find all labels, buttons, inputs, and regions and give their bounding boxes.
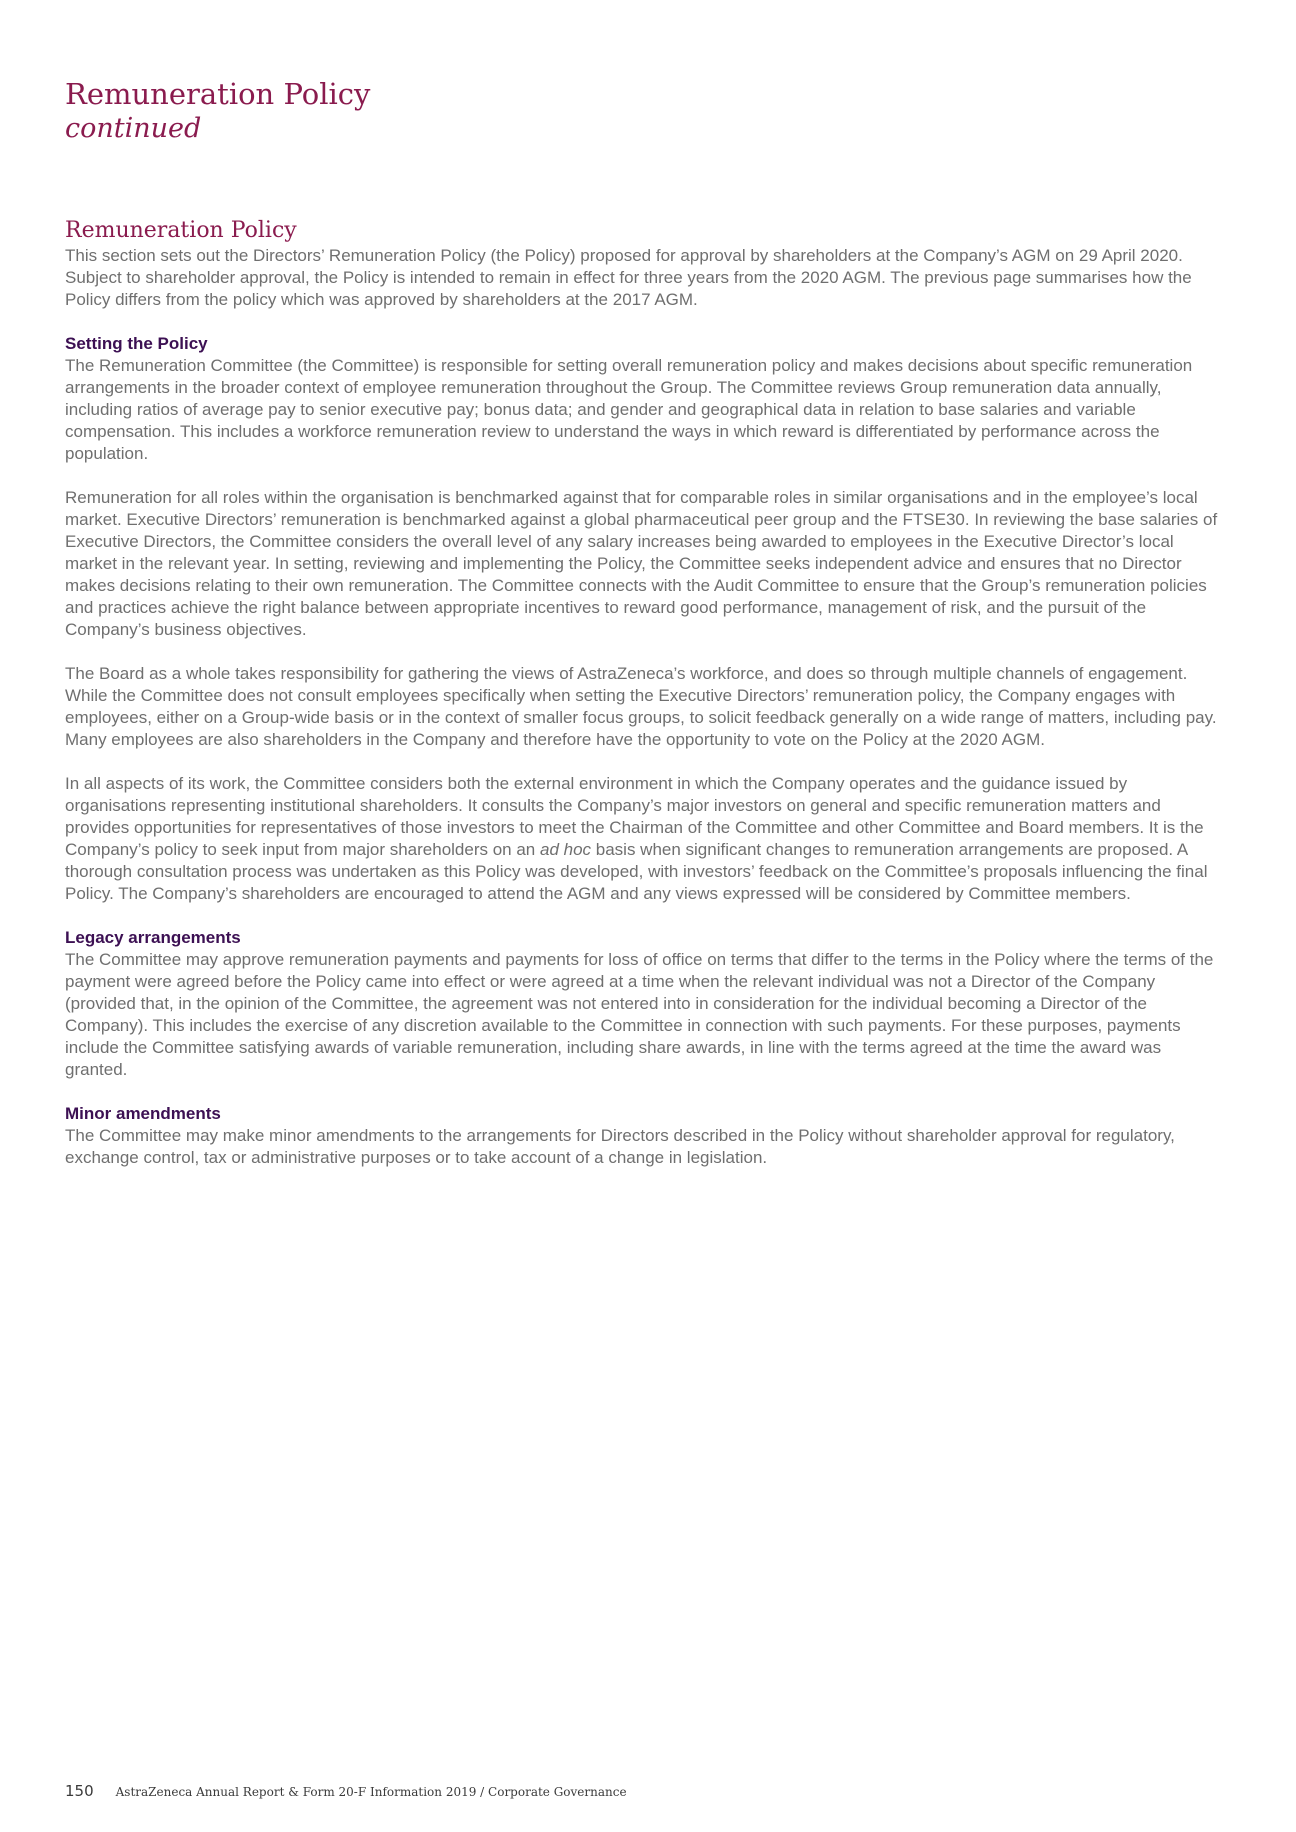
footer-publication-text: AstraZeneca Annual Report & Form 20-F Information 2019 / Corporate Governance xyxy=(115,1785,627,1799)
paragraph-setting-4-italic: ad hoc xyxy=(539,840,592,859)
page-number: 150 xyxy=(65,1782,94,1800)
paragraph-setting-2: Remuneration for all roles within the organisation is benchmarked against that for comparable roles in similar organisations and in the employee’s local market. Executive Directors’ remuneration is benchmarked against a global pharmaceutical peer group and the FTSE30. In reviewing the base salaries of Executive Directors, the Committee considers the overall level of any salary increases being awarded to employees in the Executive Director’s local market in the relevant year. In setting, reviewing and implementing the Policy, the Committee seeks independent advice and ensures that no Director makes decisions relating to their own remuneration. The Committee connects with the Audit Committee to ensure that the Group’s remuneration policies and practices achieve the right balance between appropriate incentives to reward good performance, management of risk, and the pursuit of the Company’s business objectives. xyxy=(65,488,1218,639)
paragraph-setting-1: The Remuneration Committee (the Committee) is responsible for setting overall remuneration policy and makes decisions about specific remuneration arrangements in the broader context of employee remuneration throughout the Group. The Committee reviews Group remuneration data annually, including ratios of average pay to senior executive pay; bonus data; and gender and geographical data in relation to base salaries and variable compensation. This includes a workforce remuneration review to understand the ways in which reward is differentiated by performance across the population. xyxy=(65,356,1193,463)
page-subtitle: continued xyxy=(65,113,202,144)
page-footer xyxy=(65,1782,1165,1801)
main-content xyxy=(65,217,1225,1169)
paragraph-legacy: The Committee may approve remuneration payments and payments for loss of office on terms that differ to the terms in the Policy where the terms of the payment were agreed before the Policy came into effect or were agreed at a time when the relevant individual was not a Director of the Company (provided that, in the opinion of the Committee, the agreement was not entered into in consideration for the individual becoming a Director of the Company). This includes the exercise of any discretion available to the Committee in connection with such payments. For these purposes, payments include the Committee satisfying awards of variable remuneration, including share awards, in line with the terms agreed at the time the award was granted. xyxy=(65,950,1214,1079)
paragraph-setting-4 xyxy=(65,773,1225,905)
page-title: Remuneration Policy xyxy=(65,77,371,111)
paragraph-setting-4-part-1: In all aspects of its work, the Committee considers both the external environment in which the Company operates and the guidance issued by organisations representing institutional shareholders. It consults the Company’s major investors on general and specific remuneration matters and provides opportunities for representatives of those investors to meet the Chairman of the Committee and other Committee and Board members. It is the Company’s policy to seek input from major shareholders on an xyxy=(65,774,1204,859)
page-header xyxy=(65,76,1165,146)
subheading-setting-the-policy: Setting the Policy xyxy=(65,334,208,353)
subheading-legacy-arrangements: Legacy arrangements xyxy=(65,928,241,947)
subheading-minor-amendments: Minor amendments xyxy=(65,1104,221,1123)
paragraph-setting-3: The Board as a whole takes responsibility for gathering the views of AstraZeneca’s workforce, and does so through multiple channels of engagement. While the Committee does not consult employees specifically when setting the Executive Directors’ remuneration policy, the Company engages with employees, either on a Group-wide basis or in the context of smaller focus groups, to solicit feedback generally on a wide range of matters, including pay. Many employees are also shareholders in the Company and therefore have the opportunity to vote on the Policy at the 2020 AGM. xyxy=(65,664,1217,749)
paragraph-minor: The Committee may make minor amendments to the arrangements for Directors described in the Policy without shareholder approval for regulatory, exchange control, tax or administrative purposes or to take account of a change in legislation. xyxy=(65,1126,1175,1167)
section-title: Remuneration Policy xyxy=(65,218,297,243)
paragraph-setting-4-part-2: basis when significant changes to remuneration arrangements are proposed. A thorough consultation process was undertaken as this Policy was developed, with investors’ feedback on the Committee’s proposals influencing the final Policy. The Company’s shareholders are encouraged to attend the AGM and any views expressed will be considered by Committee members. xyxy=(65,840,1208,903)
intro-paragraph: This section sets out the Directors’ Remuneration Policy (the Policy) proposed for approval by shareholders at the Company’s AGM on 29 April 2020. Subject to shareholder approval, the Policy is intended to remain in effect for three years from the 2020 AGM. The previous page summarises how the Policy differs from the policy which was approved by shareholders at the 2017 AGM. xyxy=(65,246,1192,309)
